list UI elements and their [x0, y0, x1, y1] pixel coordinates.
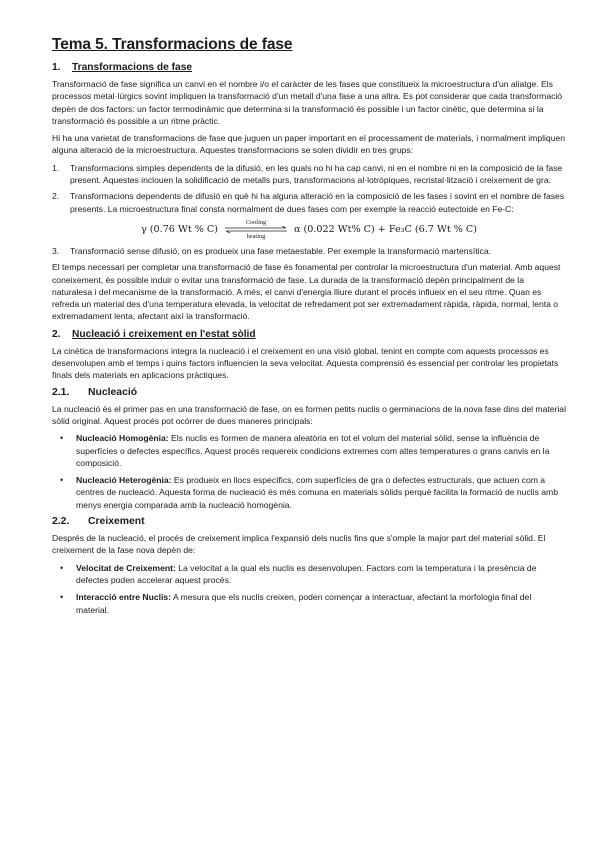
subsection-title: Creixement: [88, 516, 145, 528]
paragraph: La nucleació és el primer pas en una transformació de fase, on es formen petits nuclis o germinacions de la nova fase dins del material sòlid original. Aquest procés pot ocórrer de dues maneres principals:: [52, 403, 566, 426]
paragraph: El temps necessari per completar una transformació de fase és fonamental per controlar la microestructura d'un material. Amb aquest coneixement, és possible induir o evitar una transformació de fase. La durada de la transformació depèn principalment de la naturalesa i del mecanisme de la transformació. A més, el canvi d'energia lliure durant el procés influeix en el seu ritme. Quan es refreda un material des d'una temperatura elevada, la velocitat de refredament pot ser extremadament ràpida, ràpida, normal, lenta o extremadament lenta, afectant així la transformació.: [52, 262, 561, 322]
bullet-text: Els nuclis es formen de manera aleatòria en tot el volum del material sòlid, sense la influència de superfícies o defectes específics. Aquest procés requereix condicions extremes com altes temperatures o grans canvis en la composició.: [76, 433, 550, 468]
subsection-number: 2.1.: [52, 386, 70, 398]
bullet-term: Nucleació Heterogènia:: [76, 475, 172, 486]
list-item: [52, 162, 566, 187]
arrow-label-top: Cooling: [245, 218, 267, 226]
paragraph: Després de la nucleació, el procés de creixement implica l'expansió dels nuclis fins que s'omple la major part del material sòlid. El creixement de la fase nova depèn de:: [52, 533, 546, 556]
paragraph: La cinètica de transformacions integra la nucleació i el creixement en una visió global, tenint en compte com aquests processos es desenvolupen amb el temps i quins factors influencien la seva velocitat. Aquesta comprensió és essencial per controlar les propietats finals dels materials en aplicacions pràctiques.: [52, 345, 559, 381]
list-item: [52, 245, 566, 257]
page-title: Tema 5. Transformacions de fase: [52, 36, 293, 53]
bullet-icon: •: [60, 475, 64, 486]
subsection-2-2-heading: [52, 516, 566, 527]
bullet-list: [52, 432, 566, 511]
subsection-number: 2.2.: [52, 516, 70, 528]
list-item: [52, 432, 566, 469]
list-number: 2.: [52, 191, 60, 202]
document-page: [52, 36, 566, 621]
section-2-heading: [52, 329, 566, 340]
arrow-label-bottom: heating: [246, 232, 266, 240]
bullet-text: A mesura que els nuclis creixen, poden començar a interactuar, afectant la morfologia final del material.: [76, 592, 532, 615]
list-text: Transformacions dependents de difusió en què hi ha alguna alteració en la composició de les fases i sovint en el nombre de fases presents. La microestructura final consta normalment de dues fases com per exemple la reacció eutectoide en Fe-C:: [70, 191, 565, 214]
equation-left: γ (0.76 Wt % C): [141, 223, 218, 235]
equation-right: α (0.022 Wt% C) + Fe₃C (6.7 Wt % C): [293, 223, 477, 235]
bullet-text: Es produeix en llocs específics, com superfícies de gra o defectes estructurals, que actuen com a centres de nucleació. Aquesta forma de nucleació és més comuna en materials sòlids perquè facilita la formació de nuclis amb menys energia comparada amb la nucleació homogènia.: [76, 475, 558, 510]
section-number: 1.: [52, 62, 61, 73]
bullet-term: Velocitat de Creixement:: [76, 562, 176, 573]
section-title: Transformacions de fase: [72, 62, 193, 73]
section-1-heading: [52, 62, 566, 73]
list-item: [52, 474, 566, 511]
list-number: 1.: [52, 162, 60, 173]
section-title: Nucleació i creixement en l'estat sòlid: [72, 328, 256, 340]
bullet-term: Interacció entre Nuclis:: [76, 592, 172, 603]
double-arrow-icon: [224, 226, 288, 233]
list-item: [52, 591, 566, 616]
numbered-list: [52, 162, 566, 215]
bullet-icon: •: [60, 592, 64, 603]
equilibrium-arrow: [224, 219, 288, 240]
bullet-icon: •: [60, 562, 64, 573]
paragraph: Hi ha una varietat de transformacions de fase que juguen un paper important en el processament de materials, i normalment impliquen alguna alteració de la microestructura. Aquestes transformacions se solen dividir en tres grups:: [52, 133, 566, 156]
bullet-list: [52, 562, 566, 616]
subsection-2-1-heading: [52, 387, 566, 398]
list-item: [52, 562, 566, 587]
bullet-term: Nucleació Homogènia:: [76, 433, 169, 444]
paragraph: Transformació de fase significa un canvi en el nombre i/o el caràcter de les fases que constitueix la microestructura d'un aliatge. Els processos metal·lúrgics sovint impliquen la transformació d'un metall d'una fase a una altra. Es pot considerar que cada transformació depèn de dos factors: un factor termodinàmic que determina si la transformació és possible i un factor cinètic, que determina si la transformació és possible a un ritme pràctic.: [52, 79, 563, 126]
bullet-icon: •: [60, 433, 64, 444]
subsection-title: Nucleació: [88, 386, 138, 398]
numbered-list: [52, 245, 566, 257]
section-number: 2.: [52, 328, 61, 340]
bullet-text: La velocitat a la qual els nuclis es desenvolupen. Factors com la temperatura i la presència de defectes poden accelerar aquest procés.: [76, 562, 537, 585]
list-text: Transformació sense difusió, on es produeix una fase metaestable. Per exemple la transformació martensítica.: [70, 245, 491, 256]
list-number: 3.: [52, 245, 60, 256]
list-item: [52, 190, 566, 215]
list-text: Transformacions simples dependents de la difusió, en les quals no hi ha cap canvi, ni en el nombre ni en la composició de la fase present. Aquestes inclouen la solidificació de metalls purs, transformacions al·lotròpiques, recristal·lització i creixement de gra.: [70, 162, 563, 186]
eutectoid-equation: [52, 219, 566, 240]
